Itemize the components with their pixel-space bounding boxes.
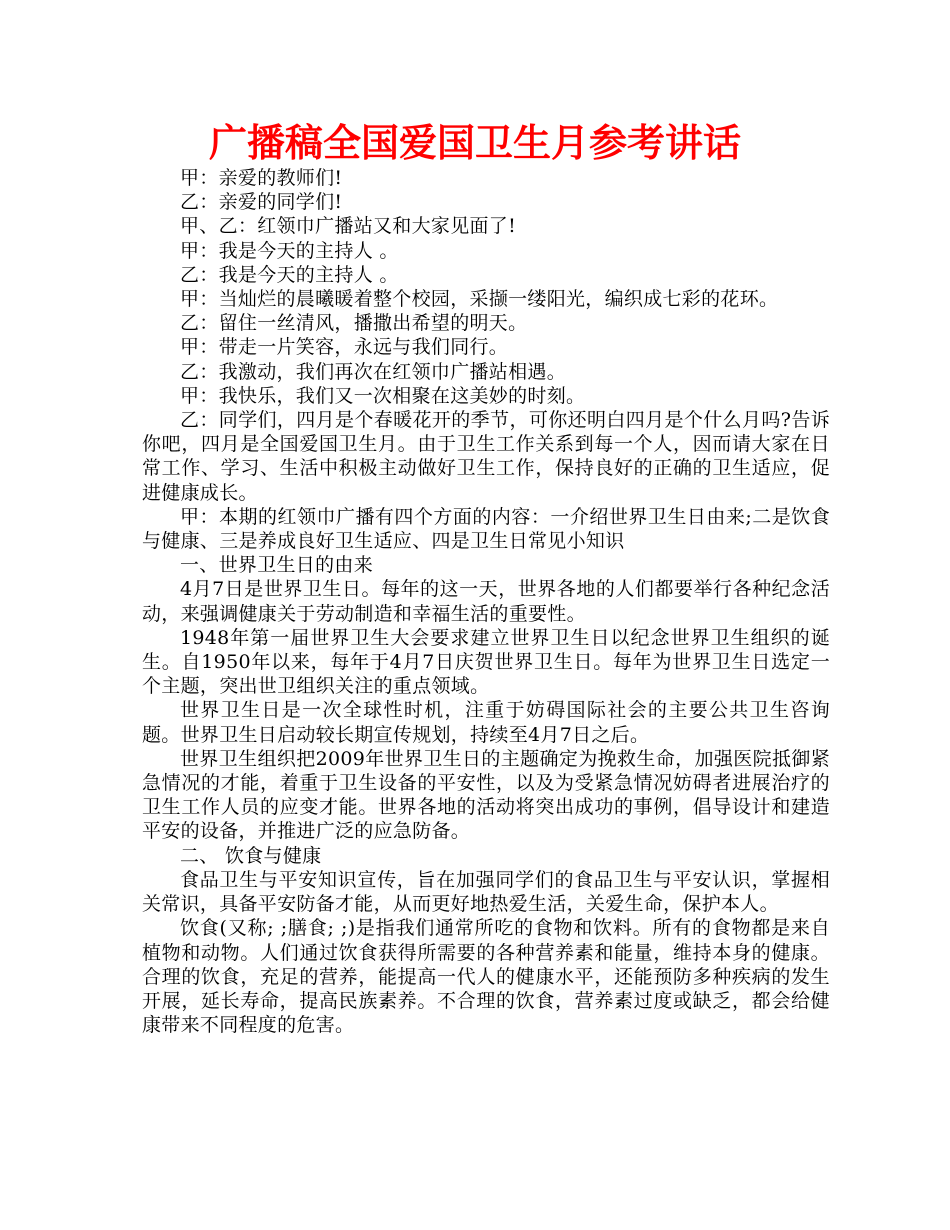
paragraph-body: 饮食(又称; ;膳食; ;)是指我们通常所吃的食物和饮料。所有的食物都是来自植物和动物。人们通过饮食获得所需要的各种营养素和能量，维持本身的健康。合理的饮食，充足的营养，能提高一代人的健康水平，还能预防多种疾病的发生开展，延长寿命，提高民族素养。不合理的饮食，营养素过度或缺乏，都会给健康带来不同程度的危害。 (142, 917, 830, 1037)
paragraph-intro: 乙：同学们，四月是个春暖花开的季节，可你还明白四月是个什么月吗?告诉你吧，四月是全国爱国卫生月。由于卫生工作关系到每一个人，因而请大家在日常工作、学习、生活中积极主动做好卫生工作，保持良好的正确的卫生适应，促进健康成长。 (142, 409, 830, 504)
paragraph-body: 世界卫生日是一次全球性时机，注重于妨碍国际社会的主要公共卫生咨询题。世界卫生日启动较长期宣传规划，持续至4月7日之后。 (142, 699, 830, 746)
paragraph-body: 1948年第一届世界卫生大会要求建立世界卫生日以纪念世界卫生组织的诞生。自1950年以来，每年于4月7日庆贺世界卫生日。每年为世界卫生日选定一个主题，突出世卫组织关注的重点领域。 (142, 626, 830, 698)
paragraph-body: 世界卫生组织把2009年世界卫生日的主题确定为挽救生命，加强医院抵御紧急情况的才能，着重于卫生设备的平安性，以及为受紧急情况妨碍者进展治疗的卫生工作人员的应变才能。世界各地的活动将突出成功的事例，倡导设计和建造平安的设备，并推进广泛的应急防备。 (142, 747, 830, 843)
paragraph-dialogue: 甲：带走一片笑容，永远与我们同行。 (180, 336, 509, 359)
paragraph-contents: 甲：本期的红领巾广播有四个方面的内容：一介绍世界卫生日由来;二是饮食与健康、三是养成良好卫生适应、四是卫生日常见小知识 (142, 505, 830, 553)
paragraph-greeting-both: 甲、乙：红领巾广播站又和大家见面了! (180, 215, 517, 238)
paragraph-greeting-yi: 乙：亲爱的同学们! (180, 191, 343, 214)
paragraph-host-yi: 乙：我是今天的主持人 。 (180, 263, 399, 286)
paragraph-greeting-jia: 甲：亲爱的教师们! (180, 167, 343, 189)
section-heading-1: 一、世界卫生日的由来 (180, 554, 374, 577)
paragraph-body: 食品卫生与平安知识宣传，旨在加强同学们的食品卫生与平安认识，掌握相关常识，具备平安防备才能，从而更好地热爱生活，关爱生命，保护本人。 (142, 868, 830, 916)
paragraph-dialogue: 乙：我激动，我们再次在红领巾广播站相遇。 (180, 360, 567, 383)
paragraph-dialogue: 甲：当灿烂的晨曦暖着整个校园，采撷一缕阳光，编织成七彩的花环。 (180, 288, 779, 311)
document-body (142, 166, 830, 1037)
document-title: 广播稿全国爱国卫生月参考讲话 (208, 121, 741, 165)
paragraph-host-jia: 甲：我是今天的主持人 。 (180, 239, 399, 262)
paragraph-dialogue: 甲：我快乐，我们又一次相聚在这美妙的时刻。 (180, 384, 586, 407)
section-heading-2: 二、 饮食与健康 (180, 844, 322, 867)
paragraph-dialogue: 乙：留住一丝清风，播撒出希望的明天。 (180, 312, 528, 335)
paragraph-body: 4月7日是世界卫生日。每年的这一天，世界各地的人们都要举行各种纪念活动，来强调健康关于劳动制造和幸福生活的重要性。 (142, 578, 830, 625)
